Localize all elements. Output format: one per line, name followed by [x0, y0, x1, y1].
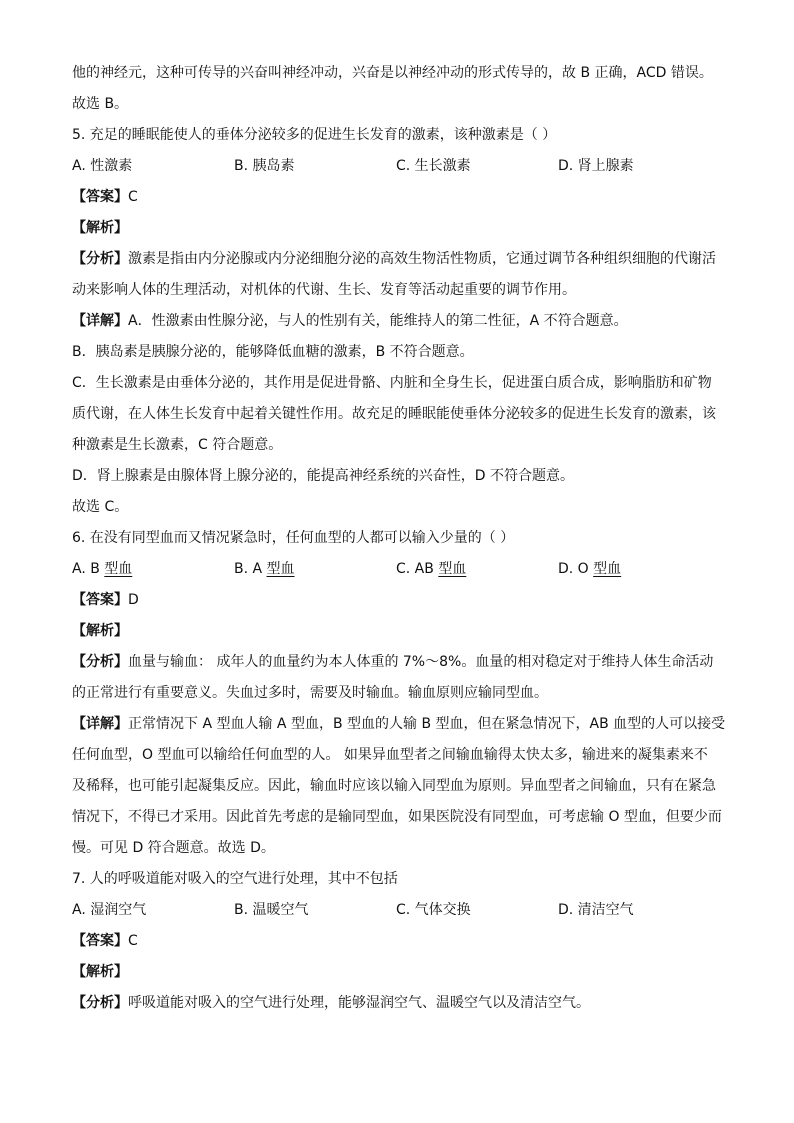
- analysis-heading: [72, 620, 724, 642]
- text-line: D．肾上腺素是由腺体肾上腺分泌的，能提高神经系统的兴奋性，D 不符合题意。: [72, 468, 575, 484]
- question-6-stem: 6. 在没有同型血而又情况紧急时，任何血型的人都可以输入少量的（ ）: [72, 530, 515, 546]
- question-5-options: [72, 155, 724, 177]
- analysis-tag: 【解析】: [72, 220, 128, 236]
- fenxi-tag: 【分析】: [72, 995, 128, 1011]
- answer-value: C: [128, 189, 138, 205]
- text-line: C．生长激素是由垂体分泌的，其作用是促进骨骼、内脏和全身生长，促进蛋白质合成，影响脂肪和矿物: [72, 375, 712, 391]
- fenxi-text: 血量与输血： 成年人的血量约为本人体重的 7%～8%。血量的相对稳定对于维持人体生命活动: [128, 654, 714, 670]
- answer-value: D: [128, 592, 139, 608]
- answer-value: C: [128, 933, 138, 949]
- detail-line: [72, 713, 724, 735]
- option-prefix: A. B: [72, 561, 105, 577]
- fenxi-text: 呼吸道能对吸入的空气进行处理，能够湿润空气、温暖空气以及清洁空气。: [128, 995, 590, 1011]
- option-d: D. 清洁空气: [558, 902, 634, 918]
- option-b: [234, 558, 396, 580]
- text-line: 故选 B。: [72, 96, 129, 112]
- text-line: 动来影响人体的生理活动，对机体的代谢、生长、发育等活动起重要的调节作用。: [72, 282, 576, 298]
- text-line: 质代谢，在人体生长发育中起着关键性作用。故充足的睡眠能使垂体分泌较多的促进生长发育的激素，该: [72, 406, 716, 422]
- text-line: 他的神经元，这种可传导的兴奋叫神经冲动，兴奋是以神经冲动的形式传导的，故 B 正确，ACD 错误。: [72, 65, 713, 81]
- option-text: 型血: [266, 561, 295, 577]
- xiangjie-tag: 【详解】: [72, 313, 128, 329]
- analysis-heading: [72, 961, 724, 983]
- analysis-heading: [72, 217, 724, 239]
- fenxi-tag: 【分析】: [72, 654, 128, 670]
- answer-line: [72, 589, 724, 611]
- fenxi-text: 激素是指由内分泌腺或内分泌细胞分泌的高效生物活性物质，它通过调节各种组织细胞的代谢活: [128, 251, 716, 267]
- question-6-options: [72, 558, 724, 580]
- analysis-line: [72, 248, 724, 270]
- answer-line: [72, 930, 724, 952]
- option-c: C. 气体交换: [396, 902, 471, 918]
- text-line: 种激素是生长激素，C 符合题意。: [72, 437, 283, 453]
- analysis-tag: 【解析】: [72, 964, 128, 980]
- option-b: B. 温暖空气: [234, 902, 309, 918]
- analysis-tag: 【解析】: [72, 623, 128, 639]
- fenxi-tag: 【分析】: [72, 251, 128, 267]
- option-prefix: C. AB: [396, 561, 439, 577]
- option-prefix: B. A: [234, 561, 267, 577]
- option-a: [72, 558, 234, 580]
- text-line: 任何血型，O 型血可以输给任何血型的人。 如果异血型者之间输血输得太快太多，输进来的凝集素来不: [72, 747, 708, 763]
- option-c: [396, 558, 558, 580]
- detail-text: 正常情况下 A 型血人输 A 型血，B 型血的人输 B 型血，但在紧急情况下，AB 血型的人可以接受: [128, 716, 726, 732]
- option-a: A. 性激素: [72, 158, 133, 174]
- option-a: A. 湿润空气: [72, 902, 147, 918]
- option-prefix: D. O: [558, 561, 594, 577]
- xiangjie-tag: 【详解】: [72, 716, 128, 732]
- question-7-stem: 7. 人的呼吸道能对吸入的空气进行处理，其中不包括: [72, 871, 398, 887]
- option-d: [558, 558, 720, 580]
- conclusion-line: 故选 C。: [72, 499, 129, 515]
- answer-line: [72, 186, 724, 208]
- text-line: 慢。可见 D 符合题意。故选 D。: [72, 840, 275, 856]
- analysis-line: [72, 651, 724, 673]
- option-text: 型血: [104, 561, 133, 577]
- question-5-stem: 5. 充足的睡眠能使人的垂体分泌较多的促进生长发育的激素，该种激素是（ ）: [72, 127, 557, 143]
- option-text: 型血: [593, 561, 622, 577]
- answer-tag: 【答案】: [72, 592, 128, 608]
- question-7-options: [72, 899, 724, 921]
- document-page: [72, 62, 724, 1023]
- option-d: D. 肾上腺素: [558, 158, 634, 174]
- option-b: B. 胰岛素: [234, 158, 295, 174]
- answer-tag: 【答案】: [72, 189, 128, 205]
- detail-line: [72, 310, 724, 332]
- text-line: 情况下，不得已才采用。因此首先考虑的是输同型血，如果医院没有同型血，可考虑输 O 型血，但要少而: [72, 809, 722, 825]
- text-line: 的正常进行有重要意义。失血过多时，需要及时输血。输血原则应输同型血。: [72, 685, 548, 701]
- option-c: C. 生长激素: [396, 158, 471, 174]
- detail-text: A．性激素由性腺分泌，与人的性别有关，能维持人的第二性征，A 不符合题意。: [128, 313, 628, 329]
- analysis-line: [72, 992, 724, 1014]
- text-line: 及稀释，也可能引起凝集反应。因此，输血时应该以输入同型血为原则。异血型者之间输血，只有在紧急: [72, 778, 716, 794]
- answer-tag: 【答案】: [72, 933, 128, 949]
- option-text: 型血: [438, 561, 467, 577]
- text-line: B．胰岛素是胰腺分泌的，能够降低血糖的激素，B 不符合题意。: [72, 344, 474, 360]
